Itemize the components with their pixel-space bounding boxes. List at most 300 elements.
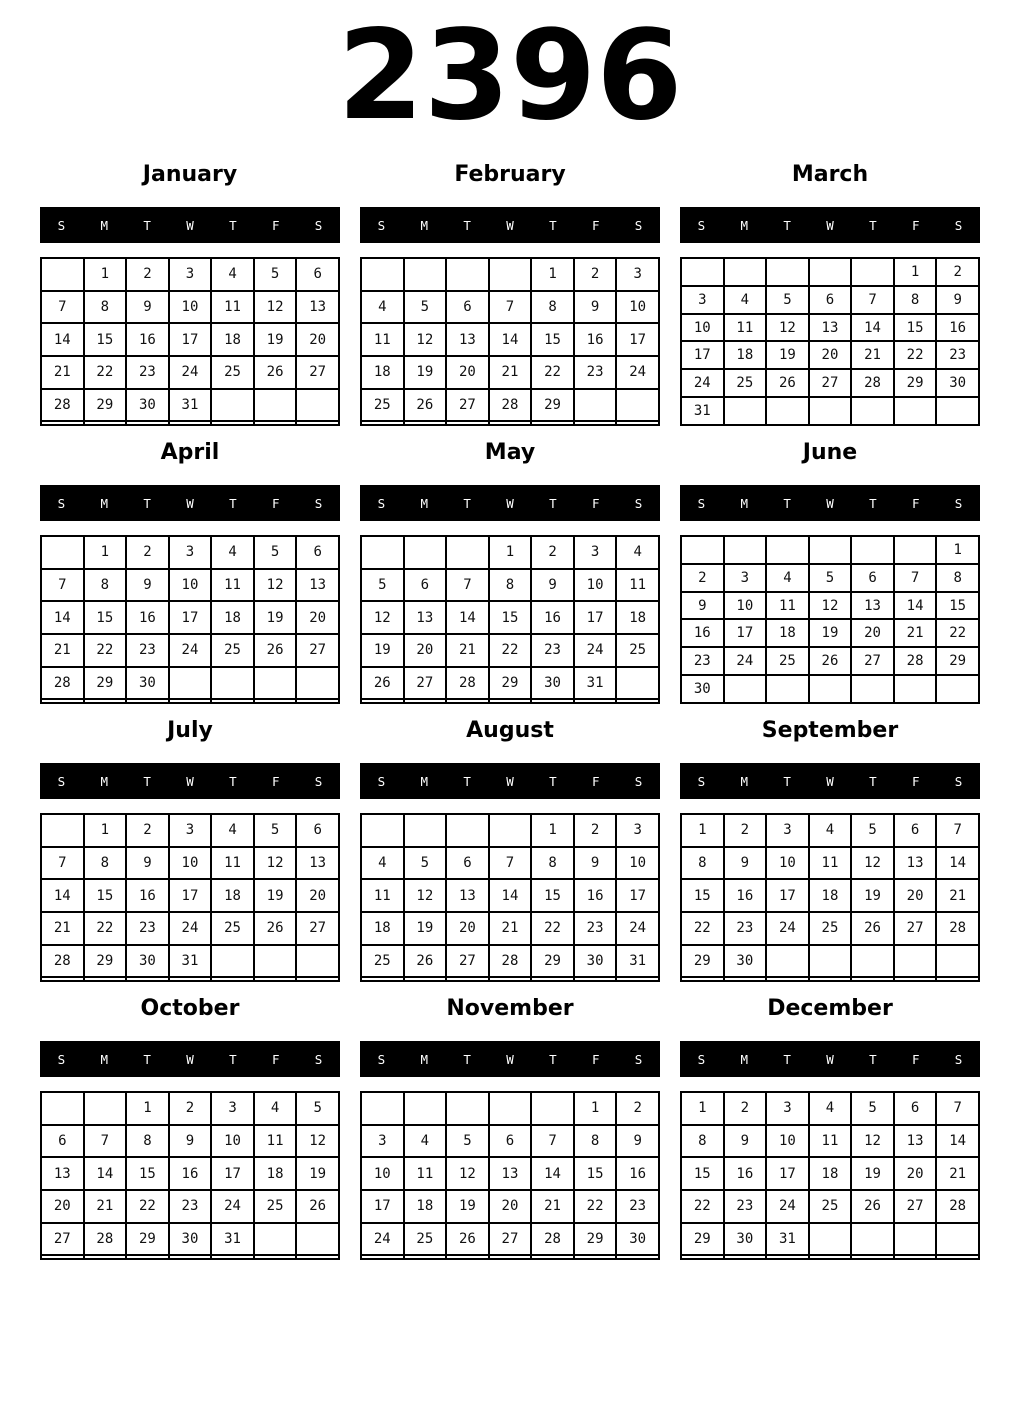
day-cell: 24 bbox=[169, 912, 212, 945]
day-cell: 18 bbox=[809, 879, 852, 912]
week-row bbox=[361, 258, 659, 291]
day-cell bbox=[894, 1223, 937, 1256]
day-cell: 26 bbox=[254, 912, 297, 945]
day-cell bbox=[361, 699, 404, 703]
day-cell bbox=[296, 699, 339, 703]
week-row bbox=[681, 564, 979, 592]
day-cell: 29 bbox=[84, 667, 127, 700]
day-cell: 13 bbox=[446, 323, 489, 356]
day-cell: 14 bbox=[936, 847, 979, 880]
weekday-label: S bbox=[954, 495, 963, 511]
week-row bbox=[361, 667, 659, 700]
weekday-label: W bbox=[826, 495, 834, 511]
day-cell: 7 bbox=[41, 569, 84, 602]
day-cell: 2 bbox=[574, 814, 617, 847]
weekday-label: M bbox=[420, 773, 429, 789]
day-cell: 24 bbox=[724, 647, 767, 675]
day-cell: 20 bbox=[894, 879, 937, 912]
day-cell: 22 bbox=[84, 912, 127, 945]
day-cell bbox=[446, 1092, 489, 1125]
day-cell: 29 bbox=[681, 1223, 724, 1256]
day-cell: 29 bbox=[84, 389, 127, 422]
day-cell: 31 bbox=[681, 397, 724, 425]
weekday-header-bar bbox=[360, 1041, 660, 1077]
month-block bbox=[680, 438, 980, 704]
day-cell bbox=[169, 699, 212, 703]
week-row bbox=[41, 1223, 339, 1256]
day-cell: 19 bbox=[254, 879, 297, 912]
day-cell: 27 bbox=[446, 389, 489, 422]
week-row bbox=[361, 814, 659, 847]
day-cell: 15 bbox=[894, 314, 937, 342]
day-cell bbox=[361, 536, 404, 569]
month-title: January bbox=[142, 162, 238, 187]
day-cell: 1 bbox=[936, 536, 979, 564]
weekday-header-bar bbox=[680, 763, 980, 799]
week-row bbox=[361, 1223, 659, 1256]
day-cell: 20 bbox=[851, 619, 894, 647]
week-row bbox=[41, 1092, 339, 1125]
day-cell: 18 bbox=[211, 879, 254, 912]
week-row bbox=[361, 977, 659, 981]
day-cell bbox=[211, 977, 254, 981]
day-cell bbox=[531, 421, 574, 425]
weekday-label: M bbox=[100, 773, 109, 789]
day-cell: 18 bbox=[616, 601, 659, 634]
day-cell bbox=[809, 258, 852, 286]
day-cell bbox=[936, 1223, 979, 1256]
weekday-label: M bbox=[740, 495, 749, 511]
day-cell: 21 bbox=[936, 1157, 979, 1190]
day-cell: 5 bbox=[404, 847, 447, 880]
day-cell: 25 bbox=[254, 1190, 297, 1223]
weekday-label: S bbox=[697, 495, 706, 511]
day-cell: 13 bbox=[894, 847, 937, 880]
day-cell bbox=[254, 667, 297, 700]
day-cell: 27 bbox=[489, 1223, 532, 1256]
day-cell: 18 bbox=[404, 1190, 447, 1223]
day-cell: 4 bbox=[361, 847, 404, 880]
week-row bbox=[681, 619, 979, 647]
day-cell bbox=[851, 675, 894, 703]
day-cell: 15 bbox=[574, 1157, 617, 1190]
week-row bbox=[681, 977, 979, 981]
day-cell: 28 bbox=[489, 945, 532, 978]
day-cell: 9 bbox=[681, 592, 724, 620]
month-block bbox=[680, 716, 980, 982]
day-cell: 11 bbox=[254, 1125, 297, 1158]
day-cell: 30 bbox=[531, 667, 574, 700]
day-cell: 17 bbox=[766, 879, 809, 912]
day-cell: 24 bbox=[574, 634, 617, 667]
day-cell: 8 bbox=[531, 847, 574, 880]
day-cell bbox=[489, 258, 532, 291]
day-cell bbox=[446, 536, 489, 569]
day-cell: 6 bbox=[296, 258, 339, 291]
day-cell: 23 bbox=[126, 912, 169, 945]
weekday-label: T bbox=[549, 495, 557, 511]
day-cell: 20 bbox=[404, 634, 447, 667]
weekday-label: F bbox=[591, 495, 600, 511]
day-cell: 24 bbox=[616, 912, 659, 945]
day-cell: 30 bbox=[724, 1223, 767, 1256]
weekday-header-bar bbox=[680, 1041, 980, 1077]
day-cell: 7 bbox=[489, 847, 532, 880]
day-cell: 30 bbox=[724, 945, 767, 978]
week-row bbox=[361, 1190, 659, 1223]
day-cell: 24 bbox=[681, 369, 724, 397]
day-cell: 1 bbox=[574, 1092, 617, 1125]
day-cell: 10 bbox=[574, 569, 617, 602]
day-cell bbox=[851, 397, 894, 425]
day-cell: 10 bbox=[169, 291, 212, 324]
days-table bbox=[680, 1091, 980, 1260]
day-cell: 16 bbox=[126, 323, 169, 356]
day-cell: 10 bbox=[211, 1125, 254, 1158]
week-row bbox=[681, 1157, 979, 1190]
day-cell: 6 bbox=[894, 1092, 937, 1125]
weekday-label: F bbox=[911, 1051, 920, 1067]
day-cell: 30 bbox=[616, 1223, 659, 1256]
day-cell bbox=[681, 536, 724, 564]
day-cell: 29 bbox=[489, 667, 532, 700]
day-cell: 4 bbox=[211, 814, 254, 847]
day-cell: 3 bbox=[724, 564, 767, 592]
day-cell bbox=[126, 421, 169, 425]
day-cell: 9 bbox=[126, 847, 169, 880]
day-cell: 16 bbox=[724, 879, 767, 912]
day-cell: 13 bbox=[894, 1125, 937, 1158]
weekday-label: S bbox=[954, 1051, 963, 1067]
day-cell bbox=[361, 1255, 404, 1259]
day-cell: 29 bbox=[574, 1223, 617, 1256]
day-cell bbox=[41, 814, 84, 847]
day-cell: 31 bbox=[169, 945, 212, 978]
week-row bbox=[681, 592, 979, 620]
day-cell: 21 bbox=[41, 912, 84, 945]
day-cell: 21 bbox=[41, 356, 84, 389]
day-cell: 25 bbox=[809, 912, 852, 945]
day-cell: 15 bbox=[531, 323, 574, 356]
day-cell: 17 bbox=[616, 323, 659, 356]
day-cell: 23 bbox=[616, 1190, 659, 1223]
day-cell bbox=[446, 699, 489, 703]
day-cell: 3 bbox=[574, 536, 617, 569]
day-cell: 4 bbox=[211, 536, 254, 569]
day-cell: 16 bbox=[574, 879, 617, 912]
day-cell: 26 bbox=[809, 647, 852, 675]
weekday-label: T bbox=[783, 495, 791, 511]
weekday-label: W bbox=[186, 1051, 194, 1067]
day-cell: 15 bbox=[84, 879, 127, 912]
day-cell: 28 bbox=[531, 1223, 574, 1256]
month-block bbox=[40, 716, 340, 982]
weekday-label: S bbox=[634, 773, 643, 789]
day-cell: 23 bbox=[724, 1190, 767, 1223]
month-title: June bbox=[802, 440, 858, 465]
day-cell: 12 bbox=[254, 847, 297, 880]
day-cell: 13 bbox=[296, 569, 339, 602]
day-cell: 2 bbox=[126, 814, 169, 847]
day-cell: 18 bbox=[211, 601, 254, 634]
week-row bbox=[361, 1255, 659, 1259]
day-cell bbox=[126, 1255, 169, 1259]
day-cell: 25 bbox=[616, 634, 659, 667]
day-cell: 6 bbox=[894, 814, 937, 847]
day-cell bbox=[126, 977, 169, 981]
day-cell: 28 bbox=[446, 667, 489, 700]
day-cell: 26 bbox=[296, 1190, 339, 1223]
day-cell bbox=[41, 421, 84, 425]
day-cell: 22 bbox=[531, 356, 574, 389]
week-row bbox=[361, 389, 659, 422]
day-cell: 2 bbox=[531, 536, 574, 569]
day-cell bbox=[296, 945, 339, 978]
weekday-label: T bbox=[229, 773, 237, 789]
weekday-label: F bbox=[911, 495, 920, 511]
day-cell bbox=[296, 421, 339, 425]
day-cell: 28 bbox=[894, 647, 937, 675]
day-cell bbox=[616, 421, 659, 425]
weekday-label: M bbox=[740, 217, 749, 233]
day-cell: 11 bbox=[766, 592, 809, 620]
day-cell: 12 bbox=[404, 879, 447, 912]
day-cell: 6 bbox=[41, 1125, 84, 1158]
weekday-label: T bbox=[549, 217, 557, 233]
day-cell bbox=[724, 1255, 767, 1259]
day-cell: 14 bbox=[489, 879, 532, 912]
day-cell: 14 bbox=[894, 592, 937, 620]
day-cell: 11 bbox=[211, 569, 254, 602]
day-cell bbox=[211, 389, 254, 422]
day-cell: 12 bbox=[851, 847, 894, 880]
week-row bbox=[681, 536, 979, 564]
day-cell: 27 bbox=[296, 356, 339, 389]
day-cell: 12 bbox=[296, 1125, 339, 1158]
weekday-label: M bbox=[100, 217, 109, 233]
week-row bbox=[361, 912, 659, 945]
day-cell: 9 bbox=[126, 569, 169, 602]
weekday-header-bar bbox=[680, 485, 980, 521]
weekday-label: F bbox=[271, 773, 280, 789]
day-cell: 23 bbox=[574, 356, 617, 389]
weekday-label: M bbox=[100, 1051, 109, 1067]
weekday-label: T bbox=[463, 773, 471, 789]
day-cell: 25 bbox=[809, 1190, 852, 1223]
day-cell: 21 bbox=[531, 1190, 574, 1223]
day-cell: 30 bbox=[681, 675, 724, 703]
weekday-label: S bbox=[634, 217, 643, 233]
weekday-label: S bbox=[377, 495, 386, 511]
week-row bbox=[41, 291, 339, 324]
day-cell: 28 bbox=[489, 389, 532, 422]
day-cell: 8 bbox=[126, 1125, 169, 1158]
week-row bbox=[681, 647, 979, 675]
day-cell: 9 bbox=[574, 847, 617, 880]
day-cell bbox=[936, 1255, 979, 1259]
weekday-label: S bbox=[697, 217, 706, 233]
day-cell: 15 bbox=[531, 879, 574, 912]
day-cell bbox=[404, 536, 447, 569]
day-cell: 8 bbox=[531, 291, 574, 324]
week-row bbox=[681, 814, 979, 847]
day-cell: 6 bbox=[446, 291, 489, 324]
day-cell: 16 bbox=[531, 601, 574, 634]
day-cell bbox=[531, 699, 574, 703]
day-cell bbox=[361, 977, 404, 981]
day-cell bbox=[936, 945, 979, 978]
day-cell: 18 bbox=[724, 341, 767, 369]
month-block bbox=[40, 994, 340, 1260]
day-cell: 31 bbox=[766, 1223, 809, 1256]
week-row bbox=[41, 569, 339, 602]
day-cell bbox=[489, 1092, 532, 1125]
day-cell: 28 bbox=[936, 1190, 979, 1223]
day-cell bbox=[84, 421, 127, 425]
day-cell: 6 bbox=[851, 564, 894, 592]
day-cell: 14 bbox=[84, 1157, 127, 1190]
day-cell: 30 bbox=[126, 945, 169, 978]
day-cell: 1 bbox=[84, 814, 127, 847]
day-cell: 31 bbox=[616, 945, 659, 978]
day-cell: 21 bbox=[489, 912, 532, 945]
day-cell: 2 bbox=[724, 814, 767, 847]
weekday-label: T bbox=[869, 217, 877, 233]
day-cell: 23 bbox=[936, 341, 979, 369]
day-cell: 16 bbox=[616, 1157, 659, 1190]
day-cell bbox=[851, 945, 894, 978]
day-cell: 4 bbox=[211, 258, 254, 291]
day-cell: 2 bbox=[169, 1092, 212, 1125]
months-grid bbox=[0, 160, 1020, 1260]
day-cell: 17 bbox=[766, 1157, 809, 1190]
day-cell: 15 bbox=[489, 601, 532, 634]
day-cell bbox=[254, 977, 297, 981]
day-cell bbox=[169, 421, 212, 425]
weekday-label: W bbox=[186, 773, 194, 789]
week-row bbox=[41, 699, 339, 703]
month-block bbox=[360, 716, 660, 982]
day-cell: 22 bbox=[574, 1190, 617, 1223]
day-cell: 2 bbox=[126, 258, 169, 291]
weekday-header-bar bbox=[40, 485, 340, 521]
day-cell: 14 bbox=[41, 323, 84, 356]
week-row bbox=[41, 389, 339, 422]
day-cell bbox=[724, 397, 767, 425]
day-cell: 14 bbox=[936, 1125, 979, 1158]
week-row bbox=[41, 945, 339, 978]
day-cell: 24 bbox=[616, 356, 659, 389]
weekday-label: T bbox=[549, 773, 557, 789]
week-row bbox=[361, 421, 659, 425]
week-row bbox=[41, 847, 339, 880]
day-cell: 22 bbox=[84, 634, 127, 667]
week-row bbox=[41, 258, 339, 291]
day-cell: 6 bbox=[296, 536, 339, 569]
day-cell: 6 bbox=[809, 286, 852, 314]
day-cell: 21 bbox=[84, 1190, 127, 1223]
week-row bbox=[681, 258, 979, 286]
day-cell bbox=[894, 1255, 937, 1259]
day-cell: 8 bbox=[681, 847, 724, 880]
week-row bbox=[361, 291, 659, 324]
day-cell: 20 bbox=[446, 356, 489, 389]
day-cell: 4 bbox=[254, 1092, 297, 1125]
day-cell bbox=[851, 1255, 894, 1259]
day-cell: 13 bbox=[404, 601, 447, 634]
weekday-label: W bbox=[506, 773, 514, 789]
day-cell: 4 bbox=[809, 814, 852, 847]
day-cell: 27 bbox=[894, 1190, 937, 1223]
day-cell: 3 bbox=[169, 258, 212, 291]
day-cell bbox=[84, 1255, 127, 1259]
day-cell: 31 bbox=[211, 1223, 254, 1256]
week-row bbox=[681, 945, 979, 978]
day-cell: 4 bbox=[724, 286, 767, 314]
day-cell: 11 bbox=[211, 847, 254, 880]
week-row bbox=[681, 369, 979, 397]
day-cell: 29 bbox=[894, 369, 937, 397]
day-cell: 11 bbox=[616, 569, 659, 602]
weekday-label: W bbox=[186, 217, 194, 233]
day-cell bbox=[404, 1092, 447, 1125]
day-cell: 16 bbox=[169, 1157, 212, 1190]
day-cell: 10 bbox=[766, 1125, 809, 1158]
day-cell bbox=[361, 258, 404, 291]
days-table bbox=[40, 1091, 340, 1260]
day-cell: 11 bbox=[211, 291, 254, 324]
day-cell: 25 bbox=[361, 945, 404, 978]
weekday-label: T bbox=[783, 1051, 791, 1067]
day-cell: 16 bbox=[681, 619, 724, 647]
day-cell: 13 bbox=[489, 1157, 532, 1190]
month-title: September bbox=[761, 718, 899, 743]
week-row bbox=[681, 675, 979, 703]
day-cell bbox=[851, 977, 894, 981]
day-cell: 30 bbox=[936, 369, 979, 397]
day-cell: 10 bbox=[681, 314, 724, 342]
day-cell: 17 bbox=[574, 601, 617, 634]
day-cell bbox=[254, 421, 297, 425]
day-cell: 18 bbox=[361, 356, 404, 389]
weekday-label: W bbox=[506, 217, 514, 233]
day-cell: 17 bbox=[681, 341, 724, 369]
day-cell: 10 bbox=[724, 592, 767, 620]
day-cell: 28 bbox=[41, 667, 84, 700]
week-row bbox=[681, 1092, 979, 1125]
day-cell: 20 bbox=[296, 879, 339, 912]
day-cell: 22 bbox=[531, 912, 574, 945]
day-cell: 30 bbox=[169, 1223, 212, 1256]
day-cell: 29 bbox=[531, 389, 574, 422]
weekday-label: T bbox=[783, 217, 791, 233]
day-cell: 18 bbox=[254, 1157, 297, 1190]
weekday-label: F bbox=[911, 773, 920, 789]
week-row bbox=[41, 421, 339, 425]
day-cell bbox=[254, 1223, 297, 1256]
day-cell: 5 bbox=[851, 814, 894, 847]
day-cell: 24 bbox=[361, 1223, 404, 1256]
weekday-label: F bbox=[591, 773, 600, 789]
weekday-label: W bbox=[186, 495, 194, 511]
day-cell: 29 bbox=[126, 1223, 169, 1256]
weekday-label: F bbox=[591, 217, 600, 233]
weekday-label: T bbox=[229, 495, 237, 511]
day-cell bbox=[296, 667, 339, 700]
day-cell bbox=[41, 1092, 84, 1125]
day-cell bbox=[616, 1255, 659, 1259]
day-cell bbox=[766, 675, 809, 703]
